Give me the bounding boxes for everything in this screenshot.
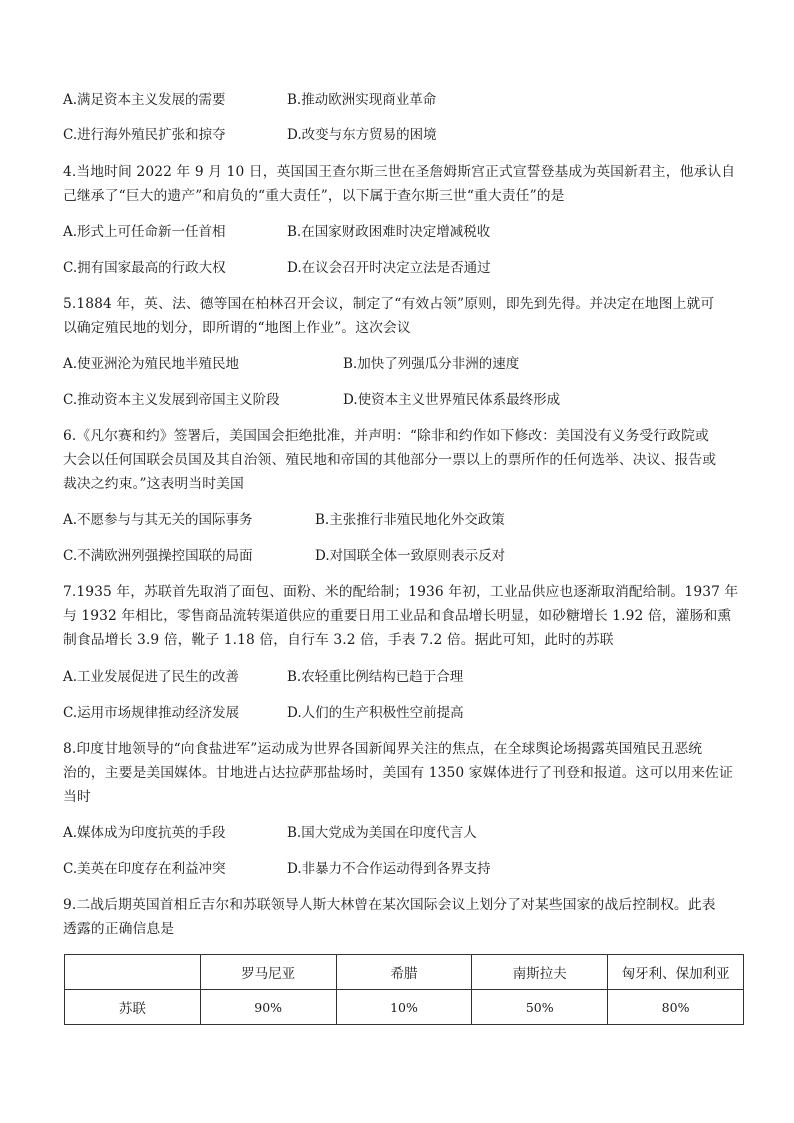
q4-option-c[interactable]: C.拥有国家最高的行政大权: [63, 260, 226, 276]
q4-stem-line-2: 己继承了“巨大的遗产”和肩负的“重大责任”，以下属于查尔斯三世“重大责任”的是: [63, 188, 565, 204]
q4-stem-line-1: 4.当地时间 2022 年 9 月 10 日，英国国王查尔斯三世在圣詹姆斯宫正式宣誓登基成为英国新君主，他承认自: [63, 164, 736, 180]
q5-option-c[interactable]: C.推动资本主义发展到帝国主义阶段: [63, 392, 280, 408]
q8-option-d[interactable]: D.非暴力不合作运动得到各界支持: [287, 861, 491, 877]
q3-option-c[interactable]: C.进行海外殖民扩张和掠夺: [63, 127, 226, 143]
q3-option-a[interactable]: A.满足资本主义发展的需要: [63, 92, 226, 108]
q5-stem-line-2: 以确定殖民地的划分，即所谓的“地图上作业”。这次会议: [63, 320, 411, 336]
q6-option-b[interactable]: B.主张推行非殖民地化外交政策: [315, 512, 505, 528]
q6-stem-line-3: 裁决之约束。”这表明当时美国: [63, 476, 244, 492]
q7-stem-line-3: 制食品增长 3.9 倍，靴子 1.18 倍，自行车 3.2 倍，手表 7.2 倍。据此可知，此时的苏联: [63, 632, 614, 648]
q6-option-d[interactable]: D.对国联全体一致原则表示反对: [315, 548, 506, 564]
q7-option-a[interactable]: A.工业发展促进了民生的改善: [63, 669, 240, 685]
q8-stem-line-2: 治的，主要是美国媒体。甘地进占达拉萨那盐场时，美国有 1350 家媒体进行了刊登和报道。这可以用来佐证: [63, 765, 733, 781]
q7-option-d[interactable]: D.人们的生产积极性空前提高: [287, 705, 464, 721]
q9-stem-line-1: 9.二战后期英国首相丘吉尔和苏联领导人斯大林曾在某次国际会议上划分了对某些国家的战后控制权。此表: [63, 897, 716, 913]
q7-option-b[interactable]: B.农轻重比例结构已趋于合理: [287, 669, 464, 685]
q4-option-b[interactable]: B.在国家财政困难时决定增减税收: [287, 224, 491, 240]
q6-option-c[interactable]: C.不满欧洲列强操控国联的局面: [63, 548, 253, 564]
q7-option-c[interactable]: C.运用市场规律推动经济发展: [63, 705, 240, 721]
q7-stem-line-2: 与 1932 年相比，零售商品流转渠道供应的重要日用工业品和食品增长明显，如砂糖增长 1.92 倍，灌肠和熏: [63, 608, 732, 624]
q7-stem-line-1: 7.1935 年，苏联首先取消了面包、面粉、米的配给制；1936 年初，工业品供应也逐渐取消配给制。1937 年: [63, 584, 739, 600]
q3-option-d[interactable]: D.改变与东方贸易的困境: [287, 127, 437, 143]
table-cell: 80%: [608, 990, 744, 1025]
table-cell: 苏联: [65, 990, 201, 1025]
table-cell: 10%: [336, 990, 472, 1025]
table-header-cell: 南斯拉夫: [472, 955, 608, 990]
table-cell: 50%: [472, 990, 608, 1025]
q4-option-d[interactable]: D.在议会召开时决定立法是否通过: [287, 260, 491, 276]
table-header-cell: [65, 955, 201, 990]
q8-stem-line-3: 当时: [63, 789, 91, 805]
q8-option-b[interactable]: B.国大党成为美国在印度代言人: [287, 825, 477, 841]
q3-option-b[interactable]: B.推动欧洲实现商业革命: [287, 92, 437, 108]
q6-option-a[interactable]: A.不愿参与与其无关的国际事务: [63, 512, 253, 528]
q6-stem-line-1: 6.《凡尔赛和约》签署后，美国国会拒绝批准，并声明：“除非和约作如下修改：美国没有义务受行政院或: [63, 428, 709, 444]
q8-option-a[interactable]: A.媒体成为印度抗英的手段: [63, 825, 226, 841]
table-header-cell: 罗马尼亚: [200, 955, 336, 990]
table-header-cell: 希腊: [336, 955, 472, 990]
q5-stem-line-1: 5.1884 年，英、法、德等国在柏林召开会议，制定了“有效占领”原则，即先到先得。并决定在地图上就可: [63, 296, 715, 312]
q5-option-b[interactable]: B.加快了列强瓜分非洲的速度: [343, 356, 520, 372]
table-header-cell: 匈牙利、保加利亚: [608, 955, 744, 990]
table-row: [65, 990, 744, 1025]
q5-option-d[interactable]: D.使资本主义世界殖民体系最终形成: [343, 392, 561, 408]
q4-option-a[interactable]: A.形式上可任命新一任首相: [63, 224, 226, 240]
control-share-table: [64, 954, 744, 1025]
table-header-row: [65, 955, 744, 990]
table-cell: 90%: [200, 990, 336, 1025]
q8-stem-line-1: 8.印度甘地领导的“向食盐进军”运动成为世界各国新闻界关注的焦点，在全球舆论场揭露英国殖民丑恶统: [63, 741, 703, 757]
q8-option-c[interactable]: C.美英在印度存在利益冲突: [63, 861, 226, 877]
q6-stem-line-2: 大会以任何国联会员国及其自治领、殖民地和帝国的其他部分一票以上的票所作的任何选举、决议、报告或: [63, 452, 717, 468]
q5-option-a[interactable]: A.使亚洲沦为殖民地半殖民地: [63, 356, 240, 372]
q9-stem-line-2: 透露的正确信息是: [63, 921, 175, 937]
